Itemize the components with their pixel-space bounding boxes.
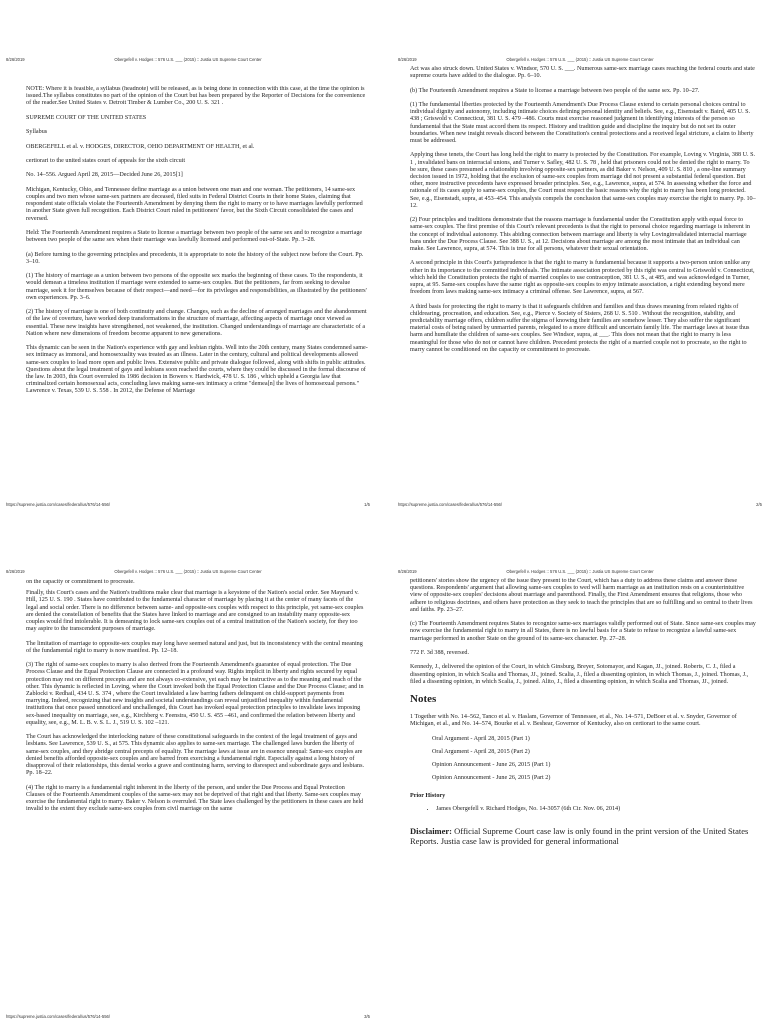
page-header — [398, 569, 762, 577]
pdf-page-2 — [392, 0, 768, 510]
paragraph: (2) The history of marriage is one of both continuity and change. Changes, such as the decline of arranged marriages and the abandonment of the law of coverture, have worked deep transformations in the structure of marriage, affecting aspects of marriage once viewed as essential. These new insights have strengthened, not weakened, the institution. Changed understandings of marriage are characteristic of a Nation where new dimensions of freedom become apparent to new generations. — [26, 309, 367, 337]
paragraph: A second principle in this Court's jurisprudence is that the right to marry is fundamental because it supports a two-person union unlike any other in its importance to the committed individuals. The intimate association protected by this right was central to Griswold v. Connecticut, which held the Constitution protects the right of married couples to use contraception, 381 U. S., at 485, and was acknowledged in Turner, supra, at 95. Same-sex couples have the same right as opposite-sex couples to enjoy intimate association, a right extending beyond mere freedom from laws making same-sex intimacy a criminal offense. See Lawrence, supra, at 567. — [410, 260, 755, 296]
header-date: 8/26/2019 — [6, 57, 25, 62]
paragraph: A third basis for protecting the right to marry is that it safeguards children and families and thus draws meaning from related rights of childrearing, procreation, and education. See, e.g., Pierce v. Society of Sisters, 268 U. S. 510 . Without the recognition, stability, and predictability marriage offers, children suffer the stigma of knowing their families are somehow lesser. They also suffer the significant material costs of being raised by unmarried parents, relegated to a more difficult and uncertain family life. The marriage laws at issue thus harm and humiliate the children of same-sex couples. See Windsor, supra, at ___. This does not mean that the right to marry is less meaningful for those who do not or cannot have children. Precedent protects the right of a married couple not to procreate, so the right to marry cannot be conditioned on the capacity or commitment to procreate. — [410, 303, 750, 353]
paragraph: (3) The right of same-sex couples to marry is also derived from the Fourteenth Amendment's guarantee of equal protection. The Due Process Clause and the Equal Protection Clause are connected in a profound way. Rights implicit in liberty and rights secured by equal protection may rest on different precepts and are not always co-extensive, yet each may be instructive as to the meaning and reach of the other. This dynamic is reflected in Loving, where the Court invoked both the Equal Protection Clause and the Due Process Clause; and in Zablocki v. Redhail, 434 U. S. 374 , where the Court invalidated a law barring fathers delinquent on child-support payments from marrying. Indeed, recognizing that new insights and societal understandings can reveal unjustified inequality within fundamental institutions that once passed unnoticed and unchallenged, this Court has invoked equal protection principles to invalidate laws imposing sex-based inequality on marriage, see, e.g., Kirchberg v. Feenstra, 450 U. S. 455 –461, and confirmed the relation between liberty and equality, see, e.g., M. L. B. v. S. L. J., 519 U. S. 102 –121. — [26, 662, 364, 726]
header-title: Obergefell v. Hodges :: 576 U.S. ___ (2015) :: Justia US Supreme Court Center — [506, 569, 654, 574]
paragraph-continuation: on the capacity or commitment to procreate. — [26, 579, 135, 585]
prior-history-list — [410, 806, 756, 813]
opinion-authors: Kennedy, J., delivered the opinion of the Court, in which Ginsburg, Breyer, Sotomayor, and Kagan, JJ., joined. Roberts, C. J., filed a dissenting opinion, in which Scalia and Thomas, JJ., joined. Scalia, J., filed a dissenting opinion, in which Thomas, J., joined. Thomas, J., filed a dissenting opinion, in which Scalia, J., joined. Alito, J., filed a dissenting opinion, in which Scalia and Thomas, JJ., joined. — [410, 664, 749, 685]
oral-argument-link[interactable]: Oral Argument - April 28, 2015 (Part 2) — [432, 748, 530, 755]
header-date: 8/26/2019 — [6, 569, 25, 574]
footer-url: https://supreme.justia.com/cases/federal/us/576/14-556/ — [6, 1014, 111, 1019]
page-body — [410, 578, 756, 1012]
disclaimer-label: Disclaimer: — [410, 826, 453, 836]
header-date: 8/26/2019 — [398, 57, 417, 62]
page-header — [6, 57, 370, 65]
page-number: 3/5 — [364, 1014, 370, 1019]
opinion-announcement-link[interactable]: Opinion Announcement - June 26, 2015 (Part 2) — [432, 775, 551, 782]
footnote: 1 Together with No. 14–562, Tanco et al. v. Haslam, Governor of Tennessee, et al., No. 14–571, DeBoer et al. v. Snyder, Governor of Michigan, et al., and No. 14–574, Bourke et al. v. Beshear, Governor of Kentucky, also on certiorari to the same court. — [410, 714, 737, 728]
page-body — [26, 86, 368, 500]
page-header — [6, 569, 370, 577]
prior-history-item[interactable]: • James Obergefell v. Richard Hodges, No. 14-3057 (6th Cir. Nov. 06, 2014) — [436, 806, 756, 813]
paragraph: Act was also struck down. United States v. Windsor, 570 U. S. ___. Numerous same-sex marriage cases reaching the federal courts and state supreme courts have added to the dialogue. Pp. 6–10. — [410, 66, 755, 80]
paragraph: (c) The Fourteenth Amendment requires States to recognize same-sex marriages validly performed out of State. Since same-sex couples may now exercise the fundamental right to marry in all States, there is no lawful basis for a State to refuse to recognize a lawful same-sex marriage performed in another State on the ground of its same-sex character. Pp. 27–28. — [410, 621, 756, 642]
page-body — [26, 579, 364, 1012]
header-title: Obergefell v. Hodges :: 576 U.S. ___ (2015) :: Justia US Supreme Court Center — [114, 57, 262, 62]
oral-argument-link[interactable]: Oral Argument - April 28, 2015 (Part 1) — [432, 735, 530, 742]
paragraph: Held: The Fourteenth Amendment requires a State to license a marriage between two people of the same sex and to recognize a marriage between two people of the same sex when their marriage was lawfully licensed and performed out-of-State. Pp. 3–28. — [26, 229, 363, 244]
syllabus-label: Syllabus — [26, 129, 48, 136]
syllabus-note: NOTE: Where it is feasible, a syllabus (headnote) will be released, as is being done in connection with this case, at the time the opinion is issued.The syllabus constitutes no part of the opinion of the Court but has been prepared by the Reporter of Decisions for the convenience of the reader.See United States v. Detroit Timber & Lumber Co., 200 U. S. 321 . — [26, 86, 366, 107]
page-body — [410, 66, 756, 500]
paragraph: (a) Before turning to the governing principles and precedents, it is appropriate to note the history of the subject now before the Court. Pp. 3–10. — [26, 251, 364, 265]
certiorari-line: certiorari to the united states court of appeals for the sixth circuit — [26, 157, 186, 164]
header-title: Obergefell v. Hodges :: 576 U.S. ___ (2015) :: Justia US Supreme Court Center — [114, 569, 262, 574]
paragraph: The Court has acknowledged the interlocking nature of these constitutional safeguards in the context of the legal treatment of gays and lesbians. See Lawrence, 539 U. S., at 575. This dynamic also applies to same-sex marriage. The challenged laws burden the liberty of same-sex couples, and they abridge central precepts of equality. The marriage laws at issue are in essence unequal: Same-sex couples are denied benefits afforded opposite-sex couples and are barred from exercising a fundamental right. Especially against a long history of disapproval of their relationships, this denial works a grave and continuing harm, serving to disrespect and subordinate gays and lesbians. Pp. 18–22. — [26, 734, 364, 777]
prior-history-heading: Prior History — [410, 792, 446, 799]
footer-url: https://supreme.justia.com/cases/federal/us/576/14-556/ — [398, 502, 503, 507]
paragraph: (4) The right to marry is a fundamental right inherent in the liberty of the person, and under the Due Process and Equal Protection Clauses of the Fourteenth Amendment couples of the same-sex may not be deprived of that right and that liberty. Same-sex couples may exercise the fundamental right to marry. Baker v. Nelson is overruled. The State laws challenged by the petitioners in these cases are held invalid to the extent they exclude same-sex couples from civil marriage on the same — [26, 784, 364, 813]
paragraph: Finally, this Court's cases and the Nation's traditions make clear that marriage is a keystone of the Nation's social order. See Maynard v. Hill, 125 U. S. 190 . States have contributed to the fundamental character of marriage by placing it at the center of many facets of the legal and social order. There is no difference between same- and opposite-sex couples with respect to this principle, yet same-sex couples are denied the constellation of benefits that the States have linked to marriage and are consigned to an instability many opposite-sex couples would find intolerable. It is demeaning to lock same-sex couples out of a central institution of the Nation's society, for they too may aspire to the transcendent purposes of marriage. — [26, 590, 364, 633]
paragraph: (2) Four principles and traditions demonstrate that the reasons marriage is fundamental under the Constitution apply with equal force to same-sex couples. The first premise of this Court's relevant precedents is that the right to personal choice regarding marriage is inherent in the concept of individual autonomy. This abiding connection between marriage and liberty is why Lovinginvalidated interracial marriage bans under the Due Process Clause. See 388 U. S., at 12. Decisions about marriage are among the most intimate that an individual can make. See Lawrence, supra, at 574. This is true for all persons, whatever their sexual orientation. — [410, 217, 750, 253]
disclaimer — [410, 827, 756, 846]
pdf-page-3 — [0, 512, 376, 1022]
paragraph: The limitation of marriage to opposite-sex couples may long have seemed natural and just, but its inconsistency with the central meaning of the fundamental right to marry is now manifest. Pp. 12–18. — [26, 640, 363, 654]
notes-heading: Notes — [410, 693, 437, 706]
page-footer — [6, 1014, 370, 1022]
pdf-page-4 — [392, 512, 768, 1022]
docket-line: No. 14–556. Argued April 28, 2015—Decided June 26, 2015[1] — [26, 172, 183, 179]
disclaimer-text: Official Supreme Court case law is only found in the print version of the United States Reports. Justia case law is provided for general informational — [410, 826, 749, 846]
court-name: SUPREME COURT OF THE UNITED STATES — [26, 114, 147, 121]
paragraph: This dynamic can be seen in the Nation's experience with gay and lesbian rights. Well into the 20th century, many States condemned same-sex intimacy as immoral, and homosexuality was treated as an illness. Later in the century, cultural and political developments allowed same-sex couples to lead more open and public lives. Extensive public and private dialogue followed, along with shifts in public attitudes. Questions about the legal treatment of gays and lesbians soon reached the courts, where they could be discussed in the formal discourse of the law. In 2003, this Court overruled its 1986 decision in Bowers v. Hardwick, 478 U. S. 186 , which upheld a Georgia law that criminalized certain homosexual acts, concluding laws making same-sex intimacy a crime "demea[n] the lives of homosexual persons." Lawrence v. Texas, 539 U. S. 558 . In 2012, the Defense of Marriage — [26, 345, 368, 395]
footer-url: https://supreme.justia.com/cases/federal/us/576/14-556/ — [6, 502, 111, 507]
page-footer — [6, 502, 370, 510]
paragraph: (1) The fundamental liberties protected by the Fourteenth Amendment's Due Process Clause extend to certain personal choices central to individual dignity and autonomy, including intimate choices defining personal identity and beliefs. See, e.g., Eisenstadt v. Baird, 405 U. S. 438 ; Griswold v. Connecticut, 381 U. S. 479 –486. Courts must exercise reasoned judgment in identifying interests of the person so fundamental that the State must accord them its respect. History and tradition guide and discipline the inquiry but do not set its outer boundaries. When new insight reveals discord between the Constitution's central protections and a received legal stricture, a claim to liberty must be addressed. — [410, 101, 754, 144]
page-number: 2/5 — [756, 502, 762, 507]
case-caption: OBERGEFELL et al. v. HODGES, DIRECTOR, OHIO DEPARTMENT OF HEALTH, et al. — [26, 143, 255, 150]
opinion-announcement-link[interactable]: Opinion Announcement - June 26, 2015 (Part 1) — [432, 762, 551, 769]
paragraph: petitioners' stories show the urgency of the issue they present to the Court, which has a duty to address these claims and answer these questions. Respondents' argument that allowing same-sex couples to wed will harm marriage as an institution rests on a counterintuitive view of opposite-sex couples' decisions about marriage and parenthood. Finally, the First Amendment ensures that religions, those who adhere to religious doctrines, and others have protection as they seek to teach the principles that are so fulfilling and so central to their lives and faiths. Pp. 23–27. — [410, 578, 753, 613]
header-title: Obergefell v. Hodges :: 576 U.S. ___ (2015) :: Justia US Supreme Court Center — [506, 57, 654, 62]
paragraph: Michigan, Kentucky, Ohio, and Tennessee define marriage as a union between one man and one woman. The petitioners, 14 same-sex couples and two men whose same-sex partners are deceased, filed suits in Federal District Courts in their home States, claiming that respondent state officials violate the Fourteenth Amendment by denying them the right to marry or to have marriages lawfully performed in another State given full recognition. Each District Court ruled in petitioners' favor, but the Sixth Circuit consolidated the cases and reversed. — [26, 186, 363, 222]
header-date: 8/26/2019 — [398, 569, 417, 574]
page-number: 1/5 — [364, 502, 370, 507]
page-footer — [398, 502, 762, 510]
paragraph: Applying these tenets, the Court has long held the right to marry is protected by the Constitution. For example, Loving v. Virginia, 388 U. S. 1 , invalidated bans on interracial unions, and Turner v. Safley, 482 U. S. 78 , held that prisoners could not be denied the right to marry. To be sure, these cases presumed a relationship involving opposite-sex partners, as did Baker v. Nelson, 409 U. S. 810 , a one-line summary decision issued in 1972, holding that the exclusion of same-sex couples from marriage did not present a substantial federal question. But other, more instructive precedents have expressed broader principles. See, e.g., Lawrence, supra, at 574. In assessing whether the force and rationale of its cases apply to same-sex couples, the Court must respect the basic reasons why the right to marry has been long protected. See, e.g., Eisenstadt, supra, at 453–454. This analysis compels the conclusion that same-sex couples may exercise the right to marry. Pp. 10–12. — [410, 152, 756, 209]
page-header — [398, 57, 762, 65]
paragraph: (b) The Fourteenth Amendment requires a State to license a marriage between two people of the same sex. Pp. 10–27. — [410, 87, 700, 94]
judgment-line: 772 F. 3d 388, reversed. — [410, 650, 470, 656]
pdf-page-1 — [0, 0, 376, 510]
paragraph: (1) The history of marriage as a union between two persons of the opposite sex marks the beginning of these cases. To the respondents, it would demean a timeless institution if marriage were extended to same-sex couples. But the petitioners, far from seeking to devalue marriage, seek it for themselves because of their respect—and need—for its privileges and responsibilities, as illustrated by the petitioners' own experiences. Pp. 3–6. — [26, 273, 367, 301]
